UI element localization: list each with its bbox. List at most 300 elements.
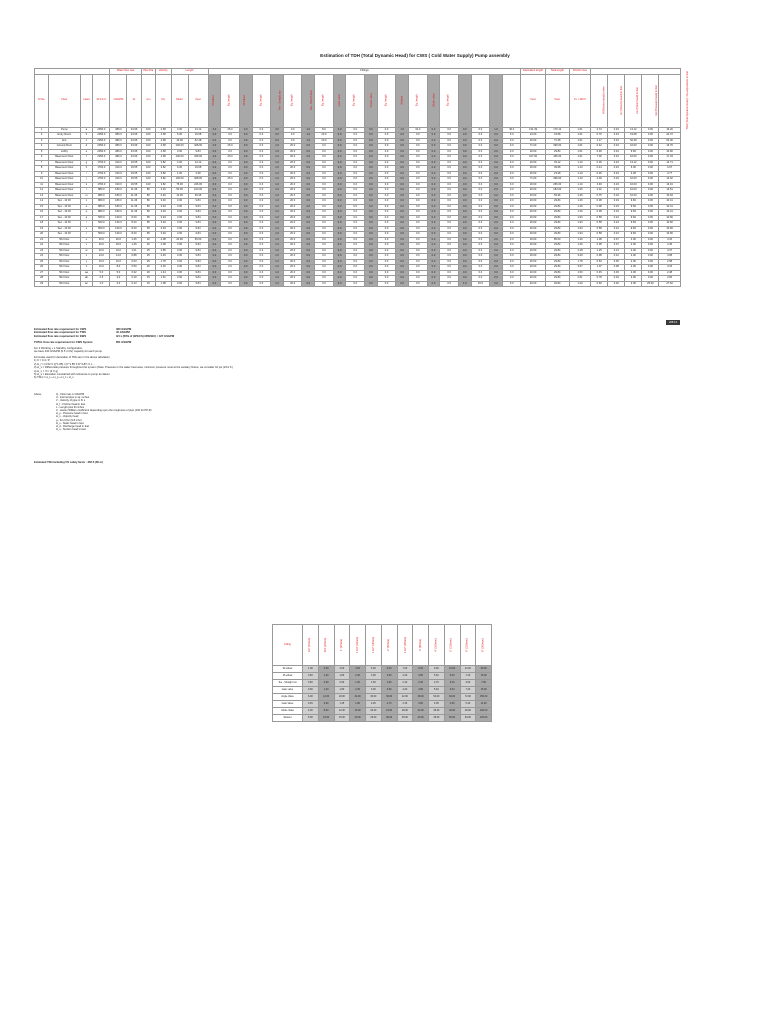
header-friction-loss: Friction loss — [569, 69, 590, 75]
table-cell: 52.48 — [625, 138, 642, 144]
header-feet: Feet — [188, 74, 208, 127]
table-cell: 100 — [141, 177, 155, 183]
table-cell: Basement Floor — [49, 188, 80, 194]
tdh-table-wrap — [34, 68, 690, 287]
table-cell: 328.00 — [188, 144, 208, 150]
table-cell: 7.00 — [591, 155, 608, 161]
table-cell: 0.0 — [471, 171, 490, 177]
table-cell: 20.00 — [521, 232, 545, 238]
note-value: 380 GSGPM — [116, 328, 132, 331]
table-cell: 3.00 — [171, 259, 188, 265]
table-cell: 0.0 — [239, 237, 252, 243]
table-cell: 1.0 — [271, 144, 284, 150]
table-cell: 0.58 — [591, 215, 608, 221]
table-cell: 0.0 — [502, 155, 521, 161]
table-cell: 22 — [35, 243, 49, 249]
fittings-row — [273, 715, 492, 722]
table-cell: 1.0 — [271, 281, 284, 287]
table-cell: 0.0 — [377, 133, 396, 139]
table-cell: 3.49 — [155, 204, 171, 210]
header-col-3: W.S.F.U — [93, 74, 110, 127]
table-cell: 20.0 — [283, 210, 302, 216]
table-cell: 0.0 — [409, 243, 428, 249]
table-cell: 0.0 — [377, 232, 396, 238]
table-cell: 0.00 — [642, 210, 659, 216]
fittings-row — [273, 666, 492, 673]
table-cell: 0.0 — [252, 160, 271, 166]
table-cell: 100 — [141, 160, 155, 166]
table-cell: 0.0 — [239, 149, 252, 155]
table-cell: 0.0 — [221, 133, 240, 139]
fittings-name: 90 elbow — [273, 666, 303, 673]
table-cell: h — [80, 166, 93, 172]
fittings-size-label: 1 1/4" (32mm) — [356, 636, 360, 654]
table-cell: 0.0 — [440, 259, 459, 265]
table-cell: 0.0 — [208, 221, 221, 227]
table-cell: 0.0 — [208, 226, 221, 232]
table-cell: 3.00 — [171, 276, 188, 282]
table-cell: 0.0 — [396, 182, 409, 188]
fittings-value: 0.60 — [318, 680, 334, 687]
table-cell: 0.0 — [377, 210, 396, 216]
table-cell: 0.0 — [221, 226, 240, 232]
fittings-value: 15.00 — [476, 673, 492, 680]
table-cell: 0.0 — [239, 155, 252, 161]
table-cell: 4.0 — [208, 177, 221, 183]
tdh-table — [34, 68, 690, 287]
fittings-value: 12.00 — [318, 694, 334, 701]
table-cell: 0.0 — [471, 254, 490, 260]
table-cell: 2.85 — [155, 248, 171, 254]
table-cell: 80 — [141, 188, 155, 194]
table-cell: 100 — [141, 133, 155, 139]
table-cell: 2.30 — [155, 265, 171, 271]
table-cell: 0.0 — [315, 166, 334, 172]
table-cell: 0.0 — [364, 177, 377, 183]
table-cell: 1.17 — [591, 138, 608, 144]
table-cell: 5th Floor — [49, 237, 80, 243]
table-cell: 0.03 — [608, 270, 625, 276]
table-cell: 0.0 — [427, 133, 440, 139]
table-cell: 0.00 — [642, 149, 659, 155]
table-cell: 1.25 — [591, 248, 608, 254]
table-cell: 0.0 — [502, 144, 521, 150]
table-cell: 0.0 — [346, 171, 365, 177]
table-cell: 0.0 — [471, 226, 490, 232]
table-cell: 0.0 — [471, 144, 490, 150]
table-cell: 0.0 — [458, 199, 471, 205]
table-cell: 1.0 — [302, 138, 315, 144]
table-cell: 3.00 — [171, 270, 188, 276]
table-cell: 20.00 — [521, 270, 545, 276]
table-cell: 0.23 — [608, 177, 625, 183]
table-cell: 0.0 — [221, 166, 240, 172]
table-cell: 0.0 — [377, 149, 396, 155]
table-cell: 1.26 — [569, 210, 590, 216]
table-cell: 2.82 — [659, 276, 680, 282]
table-cell: 5th Floor — [49, 259, 80, 265]
table-cell: 0.24 — [608, 215, 625, 221]
table-cell: 0.00 — [642, 237, 659, 243]
table-cell: 2350.0 — [93, 133, 110, 139]
table-cell: j — [80, 177, 93, 183]
fittings-name: 45 elbow — [273, 673, 303, 680]
table-cell: 0.0 — [252, 243, 271, 249]
table-cell: 9.84 — [188, 243, 208, 249]
table-cell: 0.0 — [471, 248, 490, 254]
table-cell: 0.0 — [471, 232, 490, 238]
table-cell: 1.0 — [271, 221, 284, 227]
table-cell: Entry Room — [49, 133, 80, 139]
table-cell: 0.0 — [490, 259, 503, 265]
fittings-value: 6.00 — [444, 687, 460, 694]
fittings-value: 4.20 — [397, 673, 413, 680]
table-cell: 1.61 — [569, 138, 590, 144]
fittings-size — [334, 625, 350, 666]
fittings-value: 40.00 — [444, 708, 460, 715]
fittings-size — [397, 625, 413, 666]
fittings-size-label: 2" (50mm) — [387, 638, 391, 652]
table-cell: 0.0 — [440, 138, 459, 144]
table-cell: 0.75 — [591, 193, 608, 199]
table-cell: Sec - 1F Fh — [49, 199, 80, 205]
fittings-value: 4.00 — [303, 708, 319, 715]
header-pipe-dia: Pipe Dia — [141, 69, 155, 75]
table-cell: Basement Floor — [49, 193, 80, 199]
where-line: H_p - Pressure head in feet — [56, 412, 88, 416]
table-cell: 16.20 — [659, 127, 680, 133]
table-cell: 20.0 — [283, 193, 302, 199]
table-cell: 0.53 — [591, 259, 608, 265]
table-cell: 0.10 — [608, 254, 625, 260]
table-cell: 0.0 — [377, 248, 396, 254]
fittings-value: 2.00 — [318, 666, 334, 673]
table-cell: 0.0 — [440, 133, 459, 139]
table-cell: 0.0 — [252, 182, 271, 188]
table-cell: 1.26 — [569, 193, 590, 199]
table-cell: 0.0 — [302, 281, 315, 287]
table-cell: 10.41 — [659, 210, 680, 216]
table-cell: 20.00 — [521, 226, 545, 232]
table-cell: 0.0 — [364, 144, 377, 150]
fittings-value: 150.00 — [476, 694, 492, 701]
table-cell: 100 — [141, 138, 155, 144]
table-cell: 0.0 — [490, 226, 503, 232]
table-cell: 5 — [35, 149, 49, 155]
header-gsgpm: GSGPM — [110, 74, 127, 127]
table-cell: 10.41 — [659, 204, 680, 210]
table-cell: 30.0 — [502, 127, 521, 133]
fittings-value: 50.00 — [444, 715, 460, 722]
fittings-title: Fitting — [273, 625, 303, 666]
table-cell: 1.0 — [271, 243, 284, 249]
header-col-1: Floor — [49, 74, 80, 127]
table-cell: 2 — [35, 133, 49, 139]
table-cell: 0.0 — [396, 133, 409, 139]
table-cell: 0.0 — [346, 221, 365, 227]
fittings-row — [273, 673, 492, 680]
table-cell: 0.07 — [608, 237, 625, 243]
table-cell: 0.00 — [642, 270, 659, 276]
table-cell: 0.0 — [315, 210, 334, 216]
table-cell: 9.84 — [625, 221, 642, 227]
table-cell: 3.00 — [171, 204, 188, 210]
table-cell: 32 — [141, 237, 155, 243]
fittings-value: 1.20 — [318, 673, 334, 680]
where-line: H_s - Static head in feet — [56, 421, 84, 425]
table-cell: ac — [80, 281, 93, 287]
table-cell: Sec - 1F Fh — [49, 226, 80, 232]
table-cell: 0.38 — [591, 210, 608, 216]
table-cell: 0.0 — [471, 270, 490, 276]
table-cell: u — [80, 237, 93, 243]
sheet-title: Estimation of TDH (Total Dynamic Head) for CWS ( Cold Water Supply) Pump assembly — [320, 53, 510, 58]
table-cell: 0.0 — [346, 215, 365, 221]
table-cell: 0.0 — [409, 204, 428, 210]
table-cell: 180.0 — [110, 188, 127, 194]
fittings-value: 20.00 — [366, 708, 382, 715]
table-cell: 0.13 — [127, 281, 141, 287]
table-cell: 328.00 — [188, 177, 208, 183]
table-cell: Basement Floor — [49, 160, 80, 166]
table-cell: 0.0 — [221, 232, 240, 238]
table-cell: Sec - 1F Fh — [49, 204, 80, 210]
fittings-value: 5.40 — [429, 673, 445, 680]
table-cell: 0.0 — [315, 177, 334, 183]
table-cell: 0.0 — [427, 248, 440, 254]
table-cell: 0.0 — [396, 215, 409, 221]
table-cell: 0.0 — [458, 276, 471, 282]
table-cell: 0.0 — [221, 237, 240, 243]
table-cell: 0.24 — [608, 232, 625, 238]
table-cell: 0.0 — [315, 144, 334, 150]
table-cell: 20.00 — [521, 210, 545, 216]
table-cell: p — [80, 210, 93, 216]
where-line: V - Velocity of pipe in ft/ s — [56, 399, 86, 403]
fittings-name: Gate Valve — [273, 701, 303, 708]
table-cell: 4.68 — [155, 144, 171, 150]
table-cell: 2.48 — [659, 270, 680, 276]
table-cell: 9.84 — [188, 259, 208, 265]
fittings-value: 4.05 — [429, 701, 445, 708]
table-cell: 0.0 — [346, 166, 365, 172]
table-cell: 0.0 — [302, 259, 315, 265]
table-cell: 0.0 — [315, 199, 334, 205]
table-cell: 6.67 — [659, 166, 680, 172]
table-cell: Basement Floor — [49, 155, 80, 161]
table-cell: 27 — [35, 270, 49, 276]
table-cell: 0.0 — [252, 226, 271, 232]
table-cell: 0.0 — [396, 254, 409, 260]
table-cell: 11.36 — [127, 199, 141, 205]
table-cell: 0.58 — [591, 221, 608, 227]
table-cell: 0.0 — [377, 193, 396, 199]
table-cell: 40.0 — [93, 237, 110, 243]
table-cell: 2.00 — [625, 248, 642, 254]
table-cell: 0.0 — [427, 210, 440, 216]
table-cell: 0.0 — [409, 166, 428, 172]
table-cell: 0.0 — [252, 215, 271, 221]
table-cell: 1.78 — [569, 259, 590, 265]
table-cell: 0.0 — [346, 199, 365, 205]
table-cell: 0.04 — [608, 276, 625, 282]
table-cell: 0.0 — [333, 259, 346, 265]
table-cell: 0.0 — [502, 254, 521, 260]
table-cell: 0.0 — [333, 248, 346, 254]
table-cell: 0.0 — [252, 254, 271, 260]
table-cell: 20.0 — [283, 166, 302, 172]
table-cell: 20.00 — [521, 221, 545, 227]
table-cell: 0.0 — [471, 243, 490, 249]
table-cell: 0.0 — [409, 155, 428, 161]
table-cell: 23.96 — [127, 149, 141, 155]
table-cell: 0.0 — [409, 226, 428, 232]
table-cell: 0.0 — [221, 254, 240, 260]
table-cell: 2.5 — [93, 276, 110, 282]
table-cell: 71.00 — [521, 177, 545, 183]
table-cell: b — [80, 133, 93, 139]
table-cell: 0.0 — [440, 177, 459, 183]
table-cell: 1.61 — [569, 133, 590, 139]
table-cell: 0.0 — [427, 215, 440, 221]
fittings-value: 54.00 — [429, 694, 445, 701]
table-cell: 0.00 — [642, 276, 659, 282]
table-cell: 20.0 — [283, 177, 302, 183]
table-cell: 0.0 — [502, 166, 521, 172]
table-cell: 1.61 — [569, 144, 590, 150]
table-cell: 1.0 — [271, 177, 284, 183]
table-cell: 0.00 — [642, 248, 659, 254]
table-cell: o — [80, 204, 93, 210]
table-cell: 0.0 — [458, 204, 471, 210]
table-cell: 0.0 — [333, 226, 346, 232]
table-cell: 0.0 — [490, 243, 503, 249]
table-cell: 170.12 — [545, 127, 569, 133]
table-cell: g — [80, 160, 93, 166]
table-cell: 6.00 — [625, 166, 642, 172]
table-cell: 107.00 — [521, 155, 545, 161]
table-cell: 0.0 — [490, 177, 503, 183]
table-cell: 1.26 — [569, 199, 590, 205]
table-cell: 0.38 — [591, 204, 608, 210]
table-cell: 180.0 — [110, 210, 127, 216]
table-cell: 0.0 — [440, 204, 459, 210]
table-cell: 0.0 — [490, 144, 503, 150]
table-cell: 0.0 — [208, 149, 221, 155]
table-cell: 0.63 — [127, 259, 141, 265]
table-cell: 1 — [35, 127, 49, 133]
table-cell: 0.0 — [409, 215, 428, 221]
fittings-value: 1.80 — [381, 680, 397, 687]
table-cell: 0.0 — [208, 188, 221, 194]
table-cell: 20.00 — [521, 276, 545, 282]
table-cell: 3.00 — [171, 248, 188, 254]
table-cell: 380.0 — [110, 127, 127, 133]
table-cell: 0.0 — [458, 166, 471, 172]
table-cell: 5th Floor — [49, 254, 80, 260]
table-cell: 43.68 — [545, 133, 569, 139]
header-total-length: Total length — [545, 69, 569, 75]
table-cell: 0.00 — [642, 193, 659, 199]
table-cell: 2.00 — [625, 243, 642, 249]
table-cell: 16.0 — [110, 248, 127, 254]
table-cell: q — [80, 215, 93, 221]
table-cell: 0.0 — [346, 155, 365, 161]
table-cell: 0.0 — [377, 138, 396, 144]
table-cell: 14.0 — [110, 254, 127, 260]
table-cell: 1.00 — [171, 171, 188, 177]
table-cell: 8.20 — [127, 226, 141, 232]
table-cell: 0.0 — [427, 155, 440, 161]
table-cell: 1.0 — [271, 232, 284, 238]
table-cell: 0.0 — [458, 149, 471, 155]
table-cell: 0.0 — [208, 281, 221, 287]
table-cell: 0.0 — [221, 243, 240, 249]
fittings-value: 32.00 — [413, 708, 429, 715]
fittings-value: 42.00 — [397, 694, 413, 701]
table-cell: 3.08 — [659, 254, 680, 260]
table-cell: 1760.0 — [93, 177, 110, 183]
header-fitting-14 — [427, 74, 440, 127]
table-cell: Basement Floor — [49, 171, 80, 177]
table-cell: 0.0 — [377, 254, 396, 260]
table-cell: 0.78 — [591, 276, 608, 282]
table-cell: a — [80, 127, 93, 133]
table-cell: 6.00 — [171, 133, 188, 139]
fittings-size — [476, 625, 492, 666]
table-cell: 40.00 — [521, 281, 545, 287]
table-cell: 0.0 — [377, 127, 396, 133]
table-cell: 1.26 — [127, 237, 141, 243]
notes-block — [34, 328, 434, 380]
table-cell: 25 — [35, 259, 49, 265]
table-cell: 0.08 — [608, 265, 625, 271]
fittings-value: 8.00 — [413, 666, 429, 673]
table-cell: 17.34 — [659, 155, 680, 161]
table-cell: 0.0 — [502, 210, 521, 216]
table-cell: 0.0 — [427, 193, 440, 199]
table-cell: 0.0 — [239, 204, 252, 210]
table-cell: 0.0 — [302, 155, 315, 161]
table-cell: 0.0 — [490, 210, 503, 216]
fittings-size — [460, 625, 476, 666]
table-cell: 1.08 — [591, 237, 608, 243]
table-cell: s — [80, 226, 93, 232]
table-cell: 0.0 — [427, 166, 440, 172]
table-cell: 26 — [35, 265, 49, 271]
table-cell: 0.0 — [252, 171, 271, 177]
table-cell: 0.0 — [283, 138, 302, 144]
header-ft100: Ft. / 100 ft — [569, 74, 590, 127]
fittings-value: 3.00 — [334, 666, 350, 673]
table-cell: aa — [80, 270, 93, 276]
table-cell: 0.0 — [458, 270, 471, 276]
fittings-value: 4.00 — [350, 666, 366, 673]
table-cell: 85.60 — [545, 237, 569, 243]
table-cell: 20.0 — [283, 182, 302, 188]
table-cell: 100 — [141, 182, 155, 188]
table-cell: 9.84 — [188, 226, 208, 232]
table-cell: 29.84 — [545, 270, 569, 276]
table-cell: 0.0 — [440, 226, 459, 232]
table-cell: 10.0 — [110, 259, 127, 265]
table-cell: 0.0 — [409, 221, 428, 227]
table-cell: 16 — [35, 210, 49, 216]
table-cell: 9.84 — [625, 226, 642, 232]
table-cell: 0.0 — [315, 188, 334, 194]
table-cell: 3.00 — [171, 149, 188, 155]
table-cell: 9.84 — [188, 199, 208, 205]
